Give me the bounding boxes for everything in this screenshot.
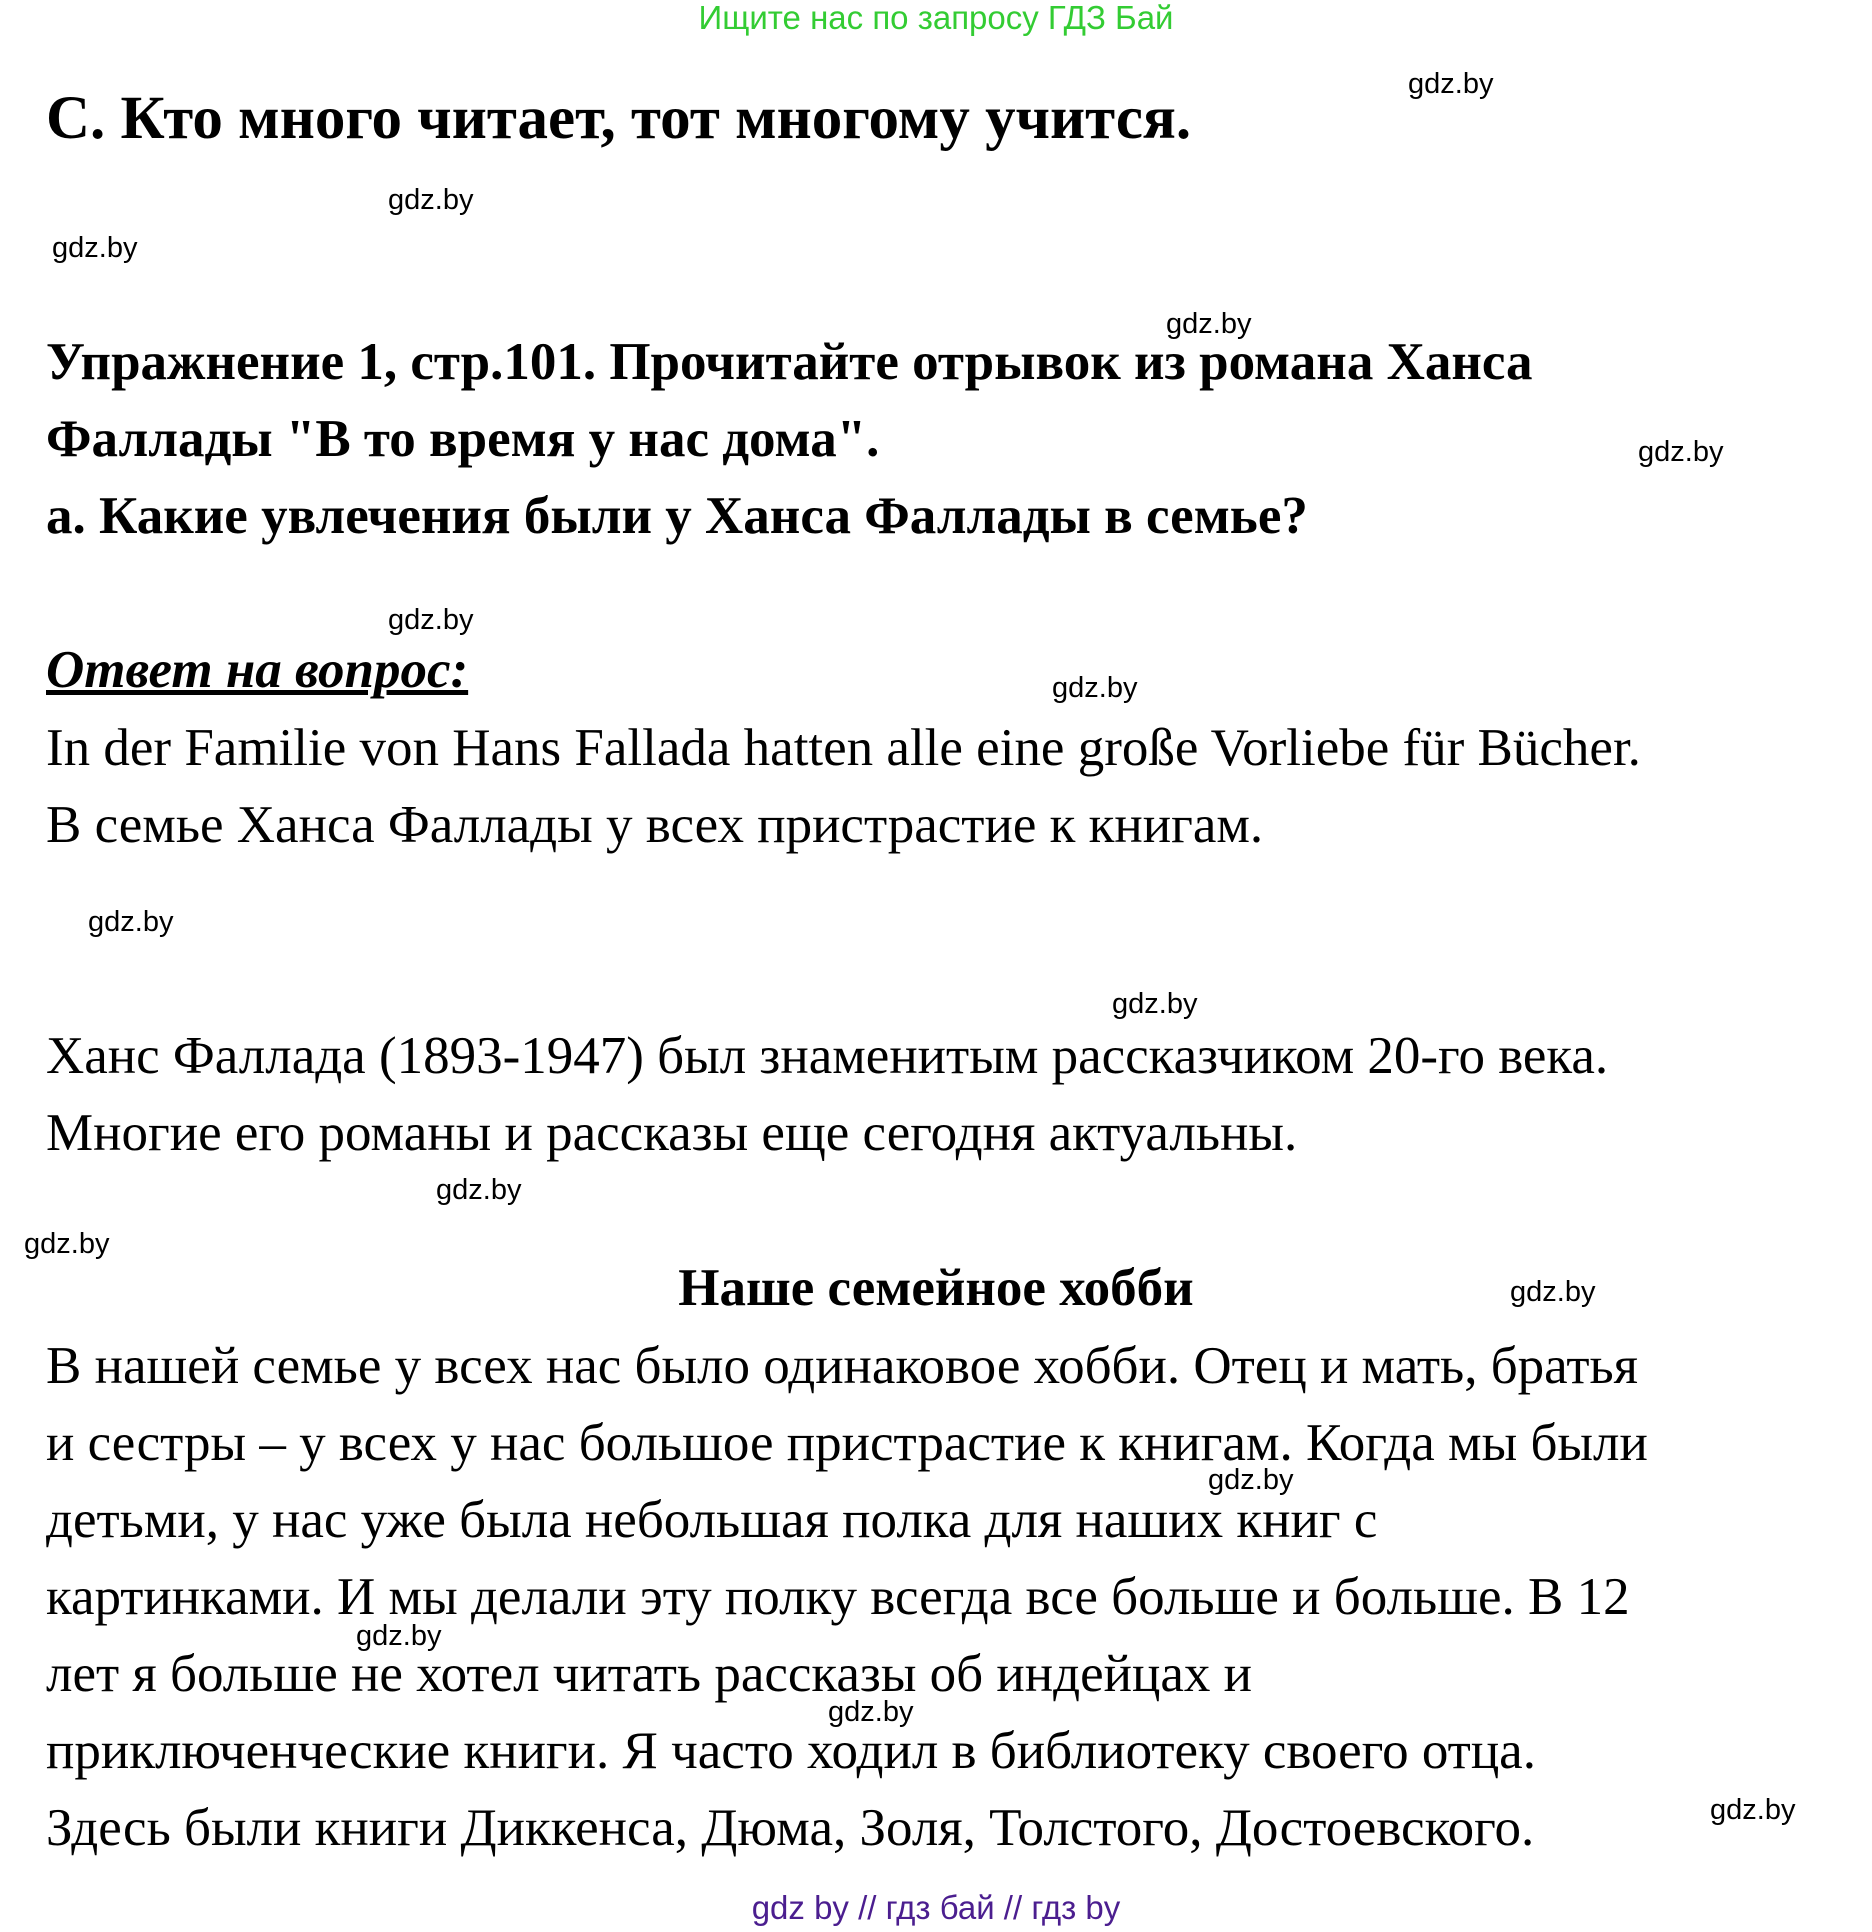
task-line-2: Фаллады "В то время у нас дома". — [46, 410, 880, 468]
footer-links: gdz by // гдз бай // гдз by — [751, 1889, 1121, 1926]
watermark: gdz.by — [356, 1620, 442, 1652]
watermark: gdz.by — [1510, 1276, 1596, 1308]
answer-text — [46, 710, 1641, 864]
story-title: Наше семейное хобби — [678, 1259, 1194, 1317]
intro-line-2: Многие его романы и рассказы еще сегодня актуальны. — [46, 1104, 1298, 1162]
watermark: gdz.by — [1408, 68, 1494, 100]
story-line: детьми, у нас уже была небольшая полка для наших книг с — [46, 1491, 1378, 1549]
watermark: gdz.by — [88, 906, 174, 938]
story-text — [46, 1328, 1648, 1867]
story-line: В нашей семье у всех нас было одинаковое хобби. Отец и мать, братья — [46, 1337, 1639, 1395]
section-title: C. Кто много читает, тот многому учится. — [46, 85, 1192, 152]
watermark: gdz.by — [1638, 436, 1724, 468]
answer-heading: Ответ на вопрос: — [46, 641, 469, 699]
story-line: приключенческие книги. Я часто ходил в библиотеку своего отца. — [46, 1722, 1536, 1780]
watermark: gdz.by — [388, 184, 474, 216]
intro-line-1: Ханс Фаллада (1893-1947) был знаменитым рассказчиком 20-го века. — [46, 1027, 1609, 1085]
watermark: gdz.by — [52, 232, 138, 264]
story-line: и сестры – у всех у нас большое пристрастие к книгам. Когда мы были — [46, 1414, 1648, 1472]
task-line-3: а. Какие увлечения были у Ханса Фаллады в семье? — [46, 487, 1308, 545]
intro-text — [46, 1018, 1608, 1172]
search-banner: Ищите нас по запросу ГДЗ Бай — [698, 0, 1174, 36]
watermark: gdz.by — [1166, 308, 1252, 340]
story-line: Здесь были книги Диккенса, Дюма, Золя, Толстого, Достоевского. — [46, 1799, 1535, 1857]
watermark: gdz.by — [1052, 672, 1138, 704]
watermark: gdz.by — [1208, 1464, 1294, 1496]
task-line-1: Упражнение 1, стр.101. Прочитайте отрывок из романа Ханса — [46, 333, 1533, 391]
answer-line-german: In der Familie von Hans Fallada hatten alle eine große Vorliebe für Bücher. — [46, 719, 1641, 777]
watermark: gdz.by — [1112, 988, 1198, 1020]
watermark: gdz.by — [1710, 1794, 1796, 1826]
story-line: картинками. И мы делали эту полку всегда все больше и больше. В 12 — [46, 1568, 1630, 1626]
watermark: gdz.by — [24, 1228, 110, 1260]
watermark: gdz.by — [388, 604, 474, 636]
exercise-task — [46, 324, 1826, 555]
watermark: gdz.by — [436, 1174, 522, 1206]
watermark: gdz.by — [828, 1696, 914, 1728]
story-line: лет я больше не хотел читать рассказы об индейцах и — [46, 1645, 1252, 1703]
answer-line-russian: В семье Ханса Фаллады у всех пристрастие к книгам. — [46, 796, 1264, 854]
